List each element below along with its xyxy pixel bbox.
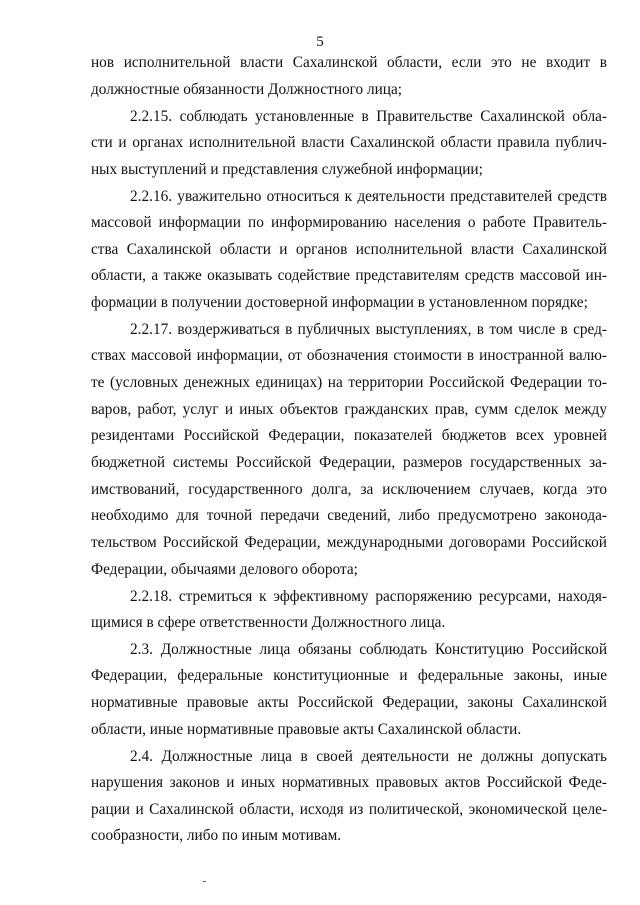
text-line: варов, работ, услуг и иных объектов гражданских прав, сумм сделок между — [91, 401, 607, 418]
paragraph-2-4-start: 2.4. Должностные лица в своей деятельности не должны допускать — [130, 748, 607, 765]
text-line: резидентами Российской Федерации, показателей бюджетов всех уровней — [91, 427, 607, 444]
text-line: нарушения законов и иных нормативных правовых актов Российской Феде- — [91, 774, 607, 791]
text-line: необходимо для точной передачи сведений, либо предусмотрено законода- — [91, 507, 607, 524]
paragraph-2-2-17-start: 2.2.17. воздерживаться в публичных выступлениях, в том числе в сред- — [130, 321, 607, 338]
page-number: 5 — [316, 34, 324, 50]
text-line: ствах массовой информации, от обозначения стоимости в иностранной валю- — [91, 347, 607, 364]
paragraph-2-2-16-start: 2.2.16. уважительно относиться к деятельности представителей средств — [130, 188, 607, 205]
paragraph-2-2-15-start: 2.2.15. соблюдать установленные в Правительстве Сахалинской обла- — [130, 108, 607, 125]
text-line: сти и органах исполнительной власти Сахалинской области правила публич- — [91, 134, 607, 151]
text-line: области, иные нормативные правовые акты Сахалинской области. — [91, 721, 522, 738]
scan-speck — [203, 881, 206, 882]
text-line: Федерации, федеральные конституционные и федеральные законы, иные — [91, 667, 607, 684]
text-line: должностные обязанности Должностного лица; — [91, 81, 403, 98]
paragraph-2-3-start: 2.3. Должностные лица обязаны соблюдать Конституцию Российской — [130, 641, 607, 658]
text-line: сообразности, либо по иным мотивам. — [91, 827, 342, 844]
text-line: тельством Российской Федерации, международными договорами Российской — [91, 534, 607, 551]
text-line: имствований, государственного долга, за исключением случаев, когда это — [91, 481, 607, 498]
text-line: рации и Сахалинской области, исходя из политической, экономической целе- — [91, 801, 607, 818]
text-line: те (условных денежных единицах) на территории Российской Федерации то- — [91, 374, 607, 391]
text-line: области, а также оказывать содействие представителям средств массовой ин- — [91, 267, 607, 284]
text-line: ства Сахалинской области и органов исполнительной власти Сахалинской — [91, 241, 607, 258]
text-line: Федерации, обычаями делового оборота; — [91, 561, 358, 578]
text-line: нов исполнительной власти Сахалинской области, если это не входит в — [91, 54, 607, 71]
text-line: ных выступлений и представления служебной информации; — [91, 161, 483, 178]
text-line: массовой информации по информированию населения о работе Правитель- — [91, 214, 607, 231]
paragraph-2-2-18-start: 2.2.18. стремиться к эффективному распоряжению ресурсами, находя- — [130, 588, 607, 605]
text-line: формации в получении достоверной информации в установленном порядке; — [91, 294, 588, 311]
text-line: бюджетной системы Российской Федерации, размеров государственных за- — [91, 454, 607, 471]
text-line: нормативные правовые акты Российской Федерации, законы Сахалинской — [91, 694, 607, 711]
text-line: щимися в сфере ответственности Должностного лица. — [91, 614, 446, 631]
